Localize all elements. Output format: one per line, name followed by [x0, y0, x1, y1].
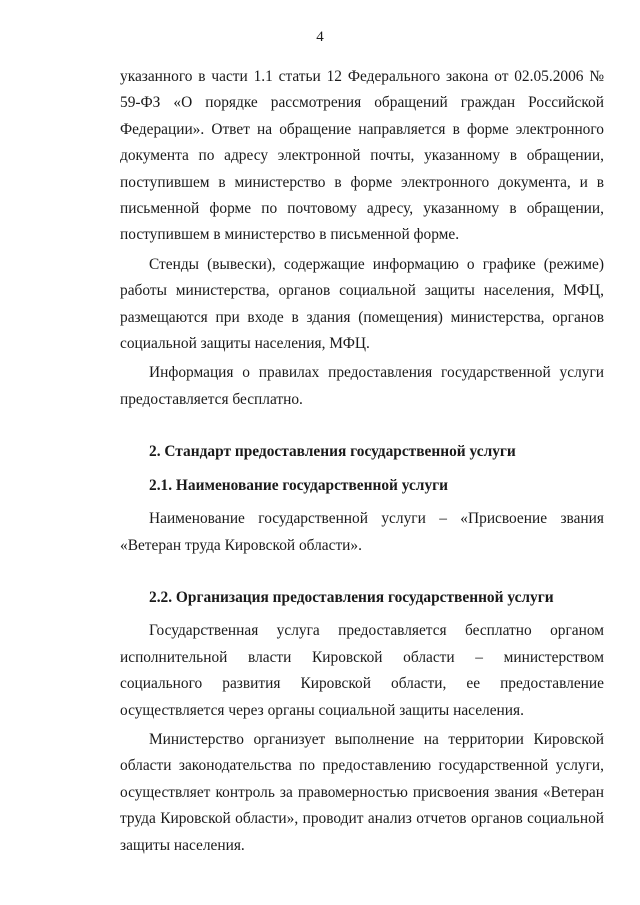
paragraph-free-info: Информация о правилах предоставления государственной услуги предоставляется бесплатно.: [120, 364, 604, 408]
paragraph-response-procedure: указанного в части 1.1 статьи 12 Федерального закона от 02.05.2006 № 59-ФЗ «О порядке рассмотрения обращений граждан Российской Федерации». Ответ на обращение направляется в форме электронного документа по адресу электронной почты, указанному в обращении, поступившем в министерство в форме электронного документа, и в письменной форме по почтовому адресу, указанному в обращении, поступившем в министерство в письменной форме.: [120, 68, 604, 244]
section-heading-2-1: 2.1. Наименование государственной услуги: [149, 476, 448, 494]
paragraph-service-name: Наименование государственной услуги – «Присвоение звания «Ветеран труда Кировской области».: [120, 510, 604, 554]
paragraph-stands-info: Стенды (вывески), содержащие информацию о графике (режиме) работы министерства, органов социальной защиты населения, МФЦ, размещаются при входе в здания (помещения) министерства, органов социальной защиты населения, МФЦ.: [120, 255, 604, 353]
section-heading-2-2: 2.2. Организация предоставления государственной услуги: [149, 588, 554, 606]
section-heading-2: 2. Стандарт предоставления государственной услуги: [149, 443, 516, 461]
document-body: [120, 64, 604, 859]
paragraph-service-provider: Государственная услуга предоставляется бесплатно органом исполнительной власти Кировской области – министерством социального развития Кировской области, ее предоставление осуществляется через органы социальной защиты населения.: [120, 622, 604, 719]
paragraph-ministry-control: Министерство организует выполнение на территории Кировской области законодательства по предоставлению государственной услуги, осуществляет контроль за правомерностью присвоения звания «Ветеран труда Кировской области», проводит анализ отчетов органов социальной защиты населения.: [120, 730, 604, 854]
page-number: 4: [316, 29, 324, 45]
